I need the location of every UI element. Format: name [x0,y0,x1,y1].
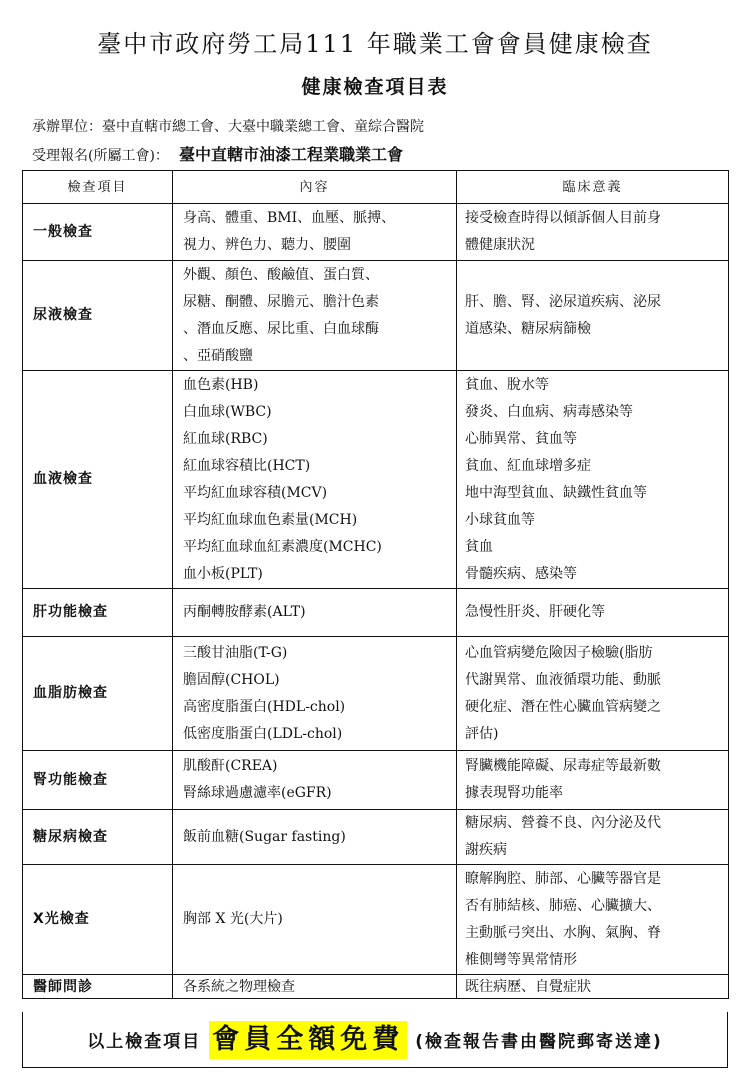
content-line: 外觀、顏色、酸鹼值、蛋白質、 [183,266,379,283]
meaning-line: 心血管病變危險因子檢驗(脂肪 [465,644,653,661]
exam-content [173,865,457,975]
exam-content [173,261,457,371]
content-line: 紅血球容積比(HCT) [183,457,311,474]
free-highlight: 會員全額免費 [209,1021,407,1059]
content-line: 膽固醇(CHOL) [183,671,280,688]
meaning-line: 謝疾病 [465,842,507,858]
content-line: 腎絲球過慮濾率(eGFR) [183,785,332,801]
exam-content [173,751,457,810]
content-line: 身高、體重、BMI、血壓、脈搏、 [183,210,396,226]
clinical-meaning [457,204,729,261]
content-line: 三酸甘油脂(T-G) [183,644,288,661]
meaning-line: 小球貧血等 [465,511,535,528]
document-subtitle: 健康檢查項目表 [301,76,449,98]
table-row [23,865,729,975]
exam-category: 一般檢查 [23,204,173,261]
content-line: 血色素(HB) [183,376,259,393]
content-line: 肌酸酐(CREA) [183,758,278,774]
exam-content [173,589,457,637]
footer-banner [22,1012,728,1068]
table-row [23,589,729,637]
exam-category: 尿液檢查 [23,261,173,371]
footer-note: (檢查報告書由醫院郵寄送達) [415,1032,663,1052]
content-line: 白血球(WBC) [183,403,272,420]
meaning-line: 評估) [465,725,499,742]
meaning-line: 急慢性肝炎、肝硬化等 [465,604,605,620]
content-line: 視力、辨色力、聽力、腰圍 [183,237,351,253]
clinical-meaning [457,751,729,810]
content-line: 平均紅血球血紅素濃度(MCHC) [183,538,382,555]
meaning-line: 心肺異常、貧血等 [465,430,577,447]
registration-label: 受理報名(所屬工會)： [32,148,169,164]
meaning-line: 主動脈弓突出、水胸、氣胸、脊 [465,924,661,941]
registration-line [32,142,403,165]
exam-content [173,637,457,751]
exam-category: 血液檢查 [23,371,173,589]
exam-content [173,975,457,999]
content-line: 尿糖、酮體、尿膽元、膽汁色素 [183,293,379,310]
content-line: 紅血球(RBC) [183,430,268,447]
content-line: 飯前血糖(Sugar fasting) [183,828,346,845]
meaning-line: 瞭解胸腔、肺部、心臟等器官是 [465,870,661,887]
table-row [23,810,729,865]
content-line: 、亞硝酸鹽 [183,347,253,364]
meaning-line: 既往病歷、自覺症狀 [465,978,591,995]
meaning-line: 骨髓疾病、感染等 [465,565,577,582]
meaning-line: 體健康狀況 [465,237,535,253]
meaning-line: 地中海型貧血、缺鐵性貧血等 [465,484,647,501]
table-row [23,371,729,589]
table-row [23,975,729,999]
meaning-line: 接受檢查時得以傾訴個人目前身 [465,210,661,226]
meaning-line: 貧血 [465,538,493,555]
clinical-meaning [457,810,729,865]
header-meaning: 臨床意義 [457,171,729,204]
registration-union: 臺中直轄市油漆工程業職業工會 [178,145,403,164]
content-line: 各系統之物理檢查 [183,978,295,995]
footer-lead: 以上檢查項目 [87,1032,202,1052]
exam-category: 腎功能檢查 [23,751,173,810]
clinical-meaning [457,637,729,751]
meaning-line: 硬化症、潛在性心臟血管病變之 [465,698,661,715]
exam-category: 糖尿病檢查 [23,810,173,865]
exam-category: X光檢查 [23,865,173,975]
exam-content [173,371,457,589]
exam-category: 醫師問診 [23,975,173,999]
document-title: 臺中市政府勞工局111 年職業工會會員健康檢查 [97,30,653,58]
content-line: 低密度脂蛋白(LDL-chol) [183,725,343,742]
meaning-line: 糖尿病、營養不良、內分泌及代 [465,815,661,831]
table-row [23,204,729,261]
meaning-line: 腎臟機能障礙、尿毒症等最新數 [465,758,661,774]
meaning-line: 否有肺結核、肺癌、心臟擴大、 [465,897,661,914]
content-line: 胸部 X 光(大片) [183,911,283,927]
content-line: 高密度脂蛋白(HDL-chol) [183,698,346,715]
exam-content [173,810,457,865]
meaning-line: 道感染、糖尿病篩檢 [465,320,591,337]
table-header-row [23,171,729,204]
content-line: 丙酮轉胺酵素(ALT) [183,604,306,620]
header-content: 內容 [173,171,457,204]
organizer-line: 承辦單位：臺中直轄市總工會、大臺中職業總工會、童綜合醫院 [32,119,424,135]
meaning-line: 肝、膽、腎、泌尿道疾病、泌尿 [465,293,661,310]
table-row [23,637,729,751]
meaning-line: 貧血、紅血球增多症 [465,457,591,474]
meaning-line: 貧血、脫水等 [465,376,549,393]
table-row [23,751,729,810]
meaning-line: 發炎、白血病、病毒感染等 [465,403,633,420]
health-check-table [22,170,729,999]
content-line: 血小板(PLT) [183,565,263,582]
exam-category: 血脂肪檢查 [23,637,173,751]
header-item: 檢查項目 [23,171,173,204]
exam-category: 肝功能檢查 [23,589,173,637]
clinical-meaning [457,261,729,371]
clinical-meaning [457,975,729,999]
clinical-meaning [457,589,729,637]
meaning-line: 椎側彎等異常情形 [465,951,577,968]
content-line: 平均紅血球容積(MCV) [183,484,328,501]
meaning-line: 代謝異常、血液循環功能、動脈 [465,671,661,688]
clinical-meaning [457,371,729,589]
table-row [23,261,729,371]
content-line: 、潛血反應、尿比重、白血球酶 [183,320,379,337]
content-line: 平均紅血球血色素量(MCH) [183,511,358,528]
clinical-meaning [457,865,729,975]
exam-content [173,204,457,261]
meaning-line: 據表現腎功能率 [465,785,563,801]
